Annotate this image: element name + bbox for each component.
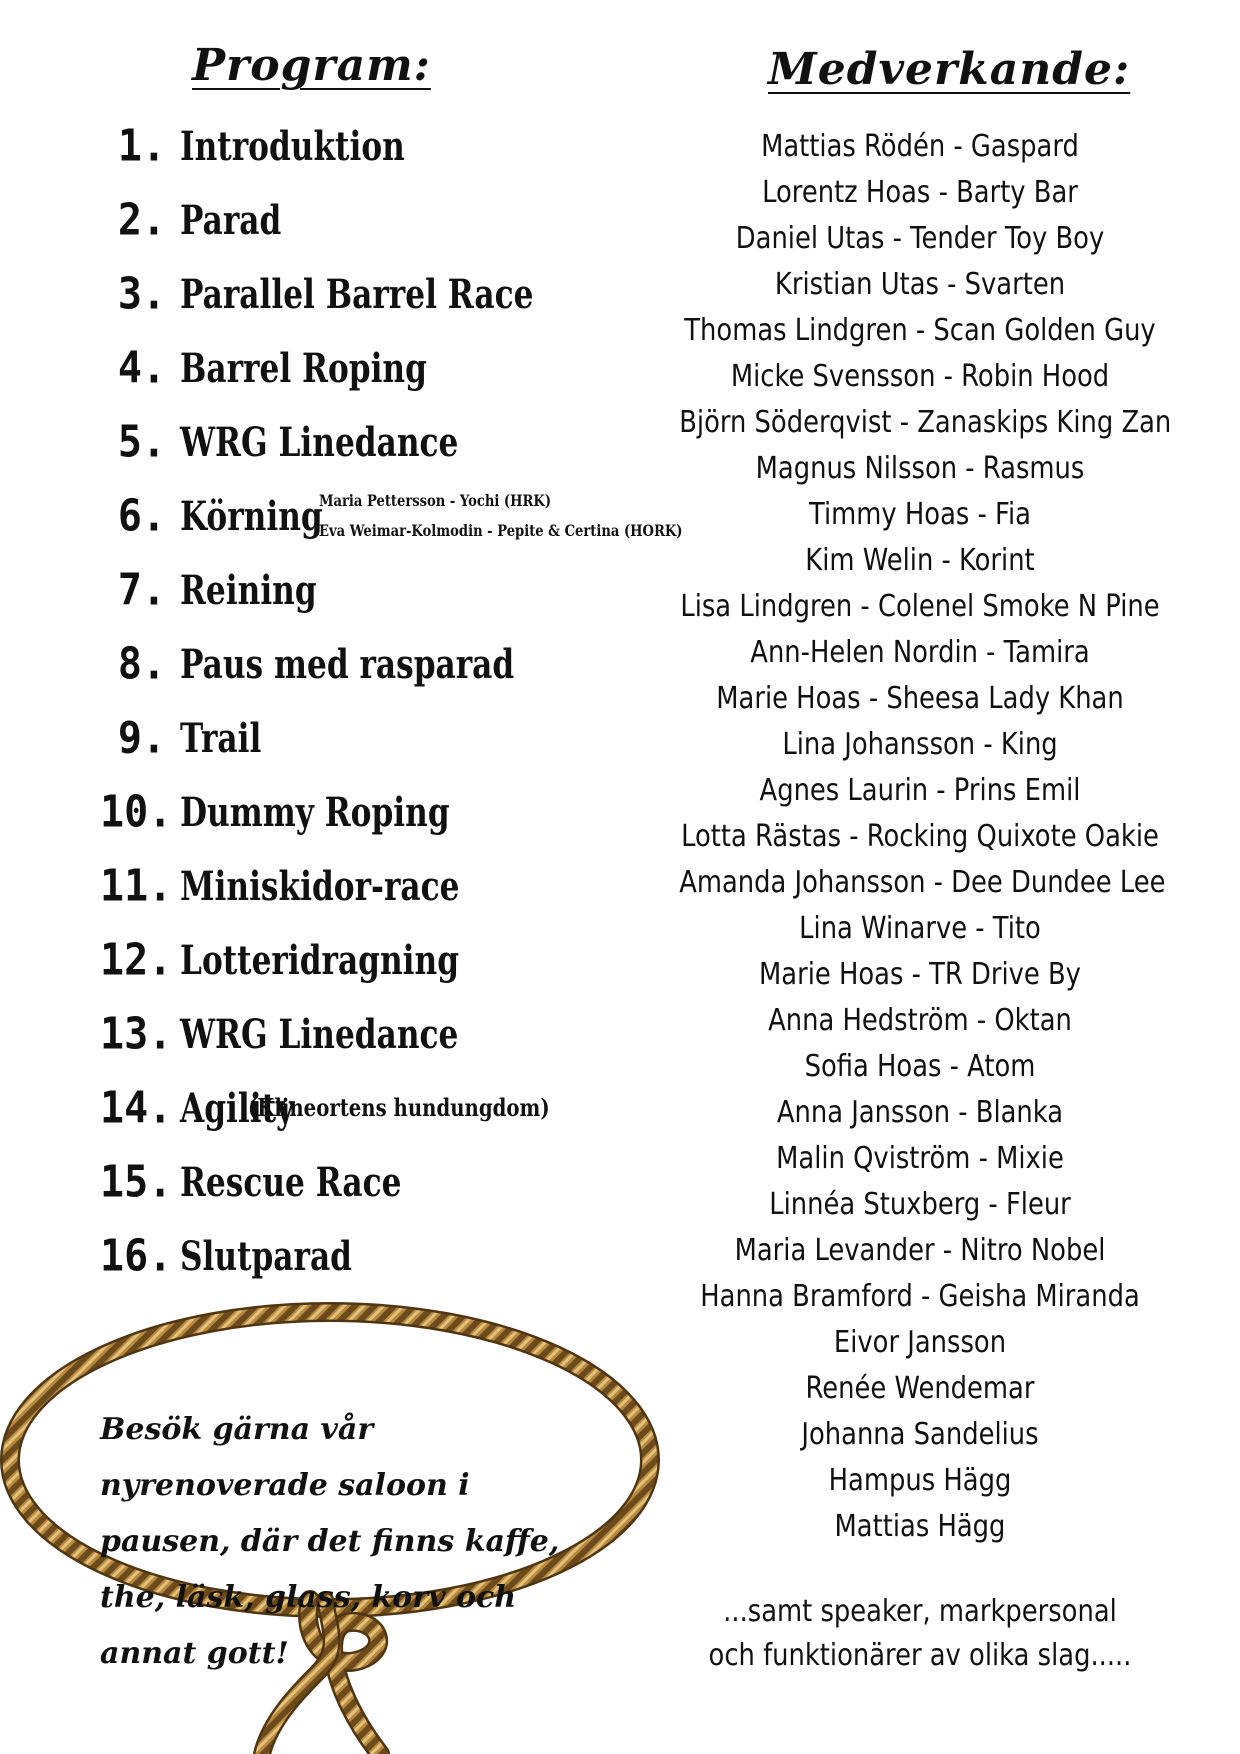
cast-member: Hanna Bramford - Geisha Miranda xyxy=(700,1279,1140,1314)
cast-member: Kristian Utas - Svarten xyxy=(774,267,1066,302)
program-item xyxy=(100,264,633,324)
program-item-title: Reining xyxy=(180,566,317,614)
program-item-title: Slutparad xyxy=(180,1232,352,1280)
cast-member: Anna Hedström - Oktan xyxy=(768,1003,1072,1038)
cast-member: Kim Welin - Korint xyxy=(805,543,1035,578)
closing-line: och funktionärer av olika slag..... xyxy=(708,1638,1132,1673)
program-item-title: Paus med rasparad xyxy=(180,640,515,688)
program-item xyxy=(100,560,355,620)
program-item xyxy=(100,708,284,768)
program-item-title: WRG Linedance xyxy=(180,1010,459,1058)
program-item xyxy=(100,930,538,990)
program-item-number: 15. xyxy=(100,1156,173,1208)
cast-heading: Medverkande: xyxy=(768,44,1131,95)
cast-list xyxy=(640,124,1200,1550)
cast-member: Renée Wendemar xyxy=(805,1371,1035,1406)
cast-member: Magnus Nilsson - Rasmus xyxy=(755,451,1085,486)
cast-member: Eivor Jansson xyxy=(833,1325,1007,1360)
cast-member: Lisa Lindgren - Colenel Smoke N Pine xyxy=(680,589,1160,624)
closing-line: ...samt speaker, markpersonal xyxy=(723,1594,1117,1629)
cast-member: Linnéa Stuxberg - Fleur xyxy=(769,1187,1071,1222)
cast-member: Mattias Rödén - Gaspard xyxy=(761,129,1079,164)
cast-member: Micke Svensson - Robin Hood xyxy=(730,359,1110,394)
program-item-number: 12. xyxy=(100,934,173,986)
cast-member: Johanna Sandelius xyxy=(801,1417,1039,1452)
cast-member: Björn Söderqvist - Zanaskips King Zan xyxy=(679,405,1172,440)
program-item-title: Miniskidor-race xyxy=(180,862,460,910)
program-heading: Program: xyxy=(192,40,431,91)
program-item-note: (Klineortens hundungdom) xyxy=(248,1093,550,1122)
program-item-title: Körning xyxy=(180,492,323,540)
program-item-number: 4. xyxy=(117,342,166,394)
program-item xyxy=(100,338,497,398)
program-item-number: 10. xyxy=(100,786,173,838)
cast-member: Marie Hoas - Sheesa Lady Khan xyxy=(716,681,1124,716)
cast-member: Maria Levander - Nitro Nobel xyxy=(734,1233,1106,1268)
cast-member: Lotta Rästas - Rocking Quixote Oakie xyxy=(681,819,1159,854)
program-item xyxy=(100,1152,464,1212)
program-item-title: Parad xyxy=(180,196,282,244)
program-item-number: 6. xyxy=(117,490,166,542)
cast-member: Amanda Johansson - Dee Dundee Lee xyxy=(679,865,1166,900)
program-item-title: Lotteridragning xyxy=(180,936,460,984)
program-item xyxy=(100,1078,616,1138)
driver-line: Maria Pettersson - Yochi (HRK) xyxy=(318,491,552,510)
program-item-number: 5. xyxy=(117,416,166,468)
program-item xyxy=(100,856,538,916)
program-item-number: 9. xyxy=(117,712,166,764)
program-item xyxy=(100,782,526,842)
program-item-title: Agility xyxy=(180,1084,295,1132)
program-item-title: Trail xyxy=(180,714,262,762)
closing-note xyxy=(679,1590,1161,1678)
cast-member: Sofia Hoas - Atom xyxy=(804,1049,1036,1084)
program-item-title: Introduktion xyxy=(180,122,405,170)
cast-member: Anna Jansson - Blanka xyxy=(776,1095,1064,1130)
program-item-title: Barrel Roping xyxy=(180,344,427,392)
program-item xyxy=(100,1004,537,1064)
program-item-number: 8. xyxy=(117,638,166,690)
program-item-number: 3. xyxy=(117,268,166,320)
program-item xyxy=(100,190,310,250)
program-item-number: 13. xyxy=(100,1008,173,1060)
program-item xyxy=(100,1226,401,1286)
program-item xyxy=(100,116,468,176)
cast-member: Hampus Hägg xyxy=(828,1463,1012,1498)
program-item-title: Dummy Roping xyxy=(180,788,450,836)
cast-member: Malin Qviström - Mixie xyxy=(776,1141,1064,1176)
program-item-number: 2. xyxy=(117,194,166,246)
program-item-title: Rescue Race xyxy=(180,1158,402,1206)
cast-member: Timmy Hoas - Fia xyxy=(809,497,1031,532)
cast-member: Ann-Helen Nordin - Tamira xyxy=(750,635,1090,670)
driver-line: Eva Weimar-Kolmodin - Pepite & Certina (HORK) xyxy=(318,521,683,540)
cast-member: Mattias Hägg xyxy=(834,1509,1006,1544)
cast-member: Daniel Utas - Tender Toy Boy xyxy=(735,221,1105,256)
cast-member: Thomas Lindgren - Scan Golden Guy xyxy=(684,313,1156,348)
program-item-note xyxy=(319,486,683,546)
cast-member: Lina Winarve - Tito xyxy=(799,911,1041,946)
program-item-title: WRG Linedance xyxy=(180,418,459,466)
program-item-title: Parallel Barrel Race xyxy=(180,270,534,318)
program-item-number: 1. xyxy=(117,120,166,172)
cast-member: Agnes Laurin - Prins Emil xyxy=(759,773,1081,808)
program-item xyxy=(100,634,608,694)
cast-member: Lina Johansson - King xyxy=(782,727,1058,762)
program-item-number: 7. xyxy=(117,564,166,616)
cast-member: Lorentz Hoas - Barty Bar xyxy=(762,175,1078,210)
program-item-number: 14. xyxy=(100,1082,173,1134)
program-item xyxy=(100,412,537,472)
saloon-note: Besök gärna vår nyrenoverade saloon i pausen, där det finns kaffe, the, läsk, glass, korv och annat gott! xyxy=(100,1412,560,1671)
program-item-number: 16. xyxy=(100,1230,173,1282)
cast-member: Marie Hoas - TR Drive By xyxy=(759,957,1081,992)
program-item-number: 11. xyxy=(100,860,173,912)
